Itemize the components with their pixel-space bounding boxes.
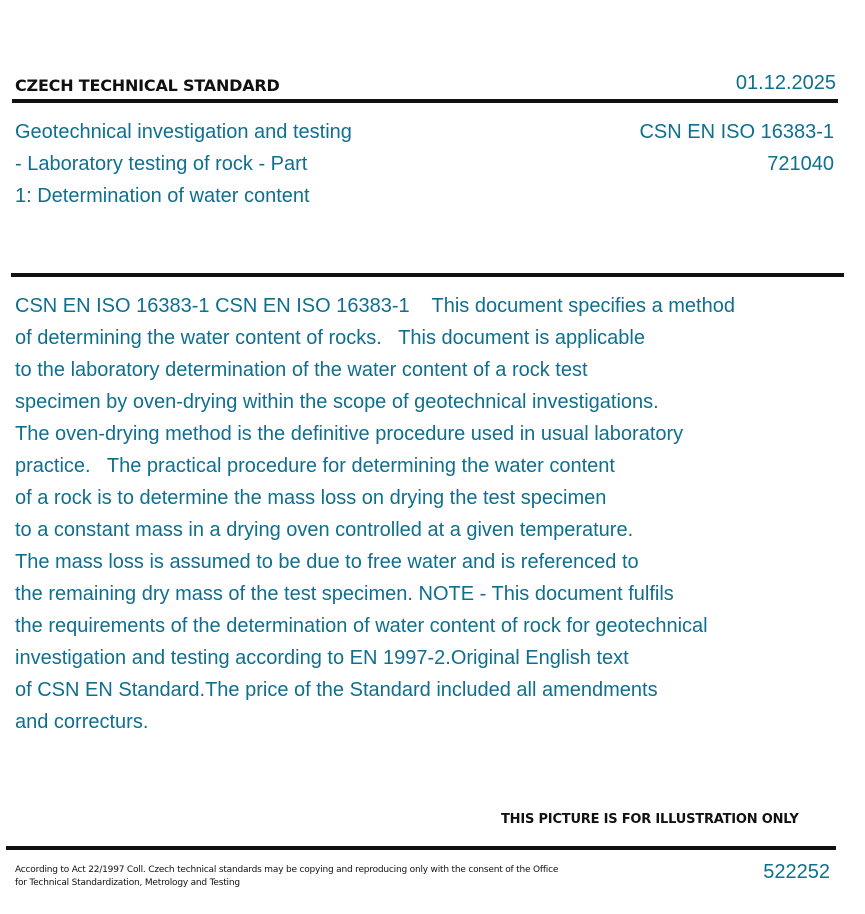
header-divider bbox=[12, 99, 838, 103]
standard-code: CSN EN ISO 16383-1 bbox=[639, 121, 834, 143]
abstract-line: of a rock is to determine the mass loss on drying the test specimen bbox=[15, 487, 607, 509]
publication-date: 01.12.2025 bbox=[735, 72, 836, 94]
footer-divider bbox=[6, 846, 836, 850]
abstract-line: of CSN EN Standard.The price of the Standard included all amendments bbox=[15, 679, 658, 701]
abstract-line: the remaining dry mass of the test specimen. NOTE - This document fulfils bbox=[15, 583, 674, 605]
title-line: - Laboratory testing of rock - Part bbox=[15, 153, 308, 175]
legal-line: for Technical Standardization, Metrology and Testing bbox=[15, 878, 240, 888]
abstract-line: to the laboratory determination of the water content of a rock test bbox=[15, 359, 588, 381]
title-line: Geotechnical investigation and testing bbox=[15, 121, 352, 143]
document-number: 522252 bbox=[763, 861, 830, 883]
abstract-text bbox=[15, 290, 805, 738]
abstract-line: the requirements of the determination of water content of rock for geotechnical bbox=[15, 615, 708, 637]
abstract-line: CSN EN ISO 16383-1 CSN EN ISO 16383-1 This document specifies a method bbox=[15, 295, 735, 317]
abstract-line: The oven-drying method is the definitive procedure used in usual laboratory bbox=[15, 423, 684, 445]
document-category: CZECH TECHNICAL STANDARD bbox=[15, 76, 280, 95]
abstract-line: of determining the water content of rocks. This document is applicable bbox=[15, 327, 645, 349]
legal-notice bbox=[15, 864, 558, 890]
standard-title bbox=[15, 116, 415, 212]
abstract-line: to a constant mass in a drying oven controlled at a given temperature. bbox=[15, 519, 634, 541]
illustration-note: THIS PICTURE IS FOR ILLUSTRATION ONLY bbox=[501, 812, 799, 827]
abstract-line: specimen by oven-drying within the scope of geotechnical investigations. bbox=[15, 391, 659, 413]
title-line: 1: Determination of water content bbox=[15, 185, 310, 207]
abstract-line: The mass loss is assumed to be due to free water and is referenced to bbox=[15, 551, 639, 573]
abstract-line: and correcturs. bbox=[15, 711, 149, 733]
legal-line: According to Act 22/1997 Coll. Czech technical standards may be copying and reproducing only with the consent of the Office bbox=[15, 865, 559, 875]
title-divider bbox=[11, 273, 844, 277]
abstract-line: practice. The practical procedure for determining the water content bbox=[15, 455, 615, 477]
class-number: 721040 bbox=[767, 153, 834, 175]
standard-reference bbox=[639, 116, 834, 180]
abstract-line: investigation and testing according to EN 1997-2.Original English text bbox=[15, 647, 629, 669]
